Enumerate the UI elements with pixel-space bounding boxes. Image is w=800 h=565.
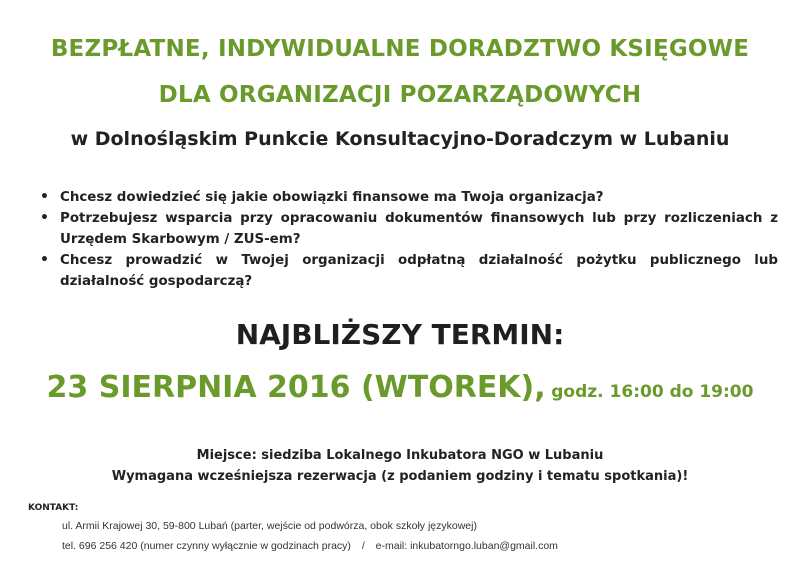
contact-label: KONTAKT: (28, 503, 79, 513)
place-info (0, 445, 800, 487)
reservation-line: Wymagana wcześniejsza rezerwacja (z podaniem godziny i tematu spotkania)! (111, 469, 689, 484)
contact-phone-email-line (62, 536, 558, 556)
title-line-1: BEZPŁATNE, INDYWIDUALNE DORADZTWO KSIĘGOWE (50, 36, 750, 62)
subtitle: w Dolnośląskim Punkcie Konsultacyjno-Doradczym w Lubaniu (70, 128, 730, 150)
contact-details (62, 516, 558, 556)
question-item: • Potrzebujesz wsparcia przy opracowaniu dokumentów finansowych lub przy rozliczeniach z Urzędem Skarbowym / ZUS-em? (36, 208, 778, 250)
question-list (36, 187, 778, 292)
title-line-2: DLA ORGANIZACJI POZARZĄDOWYCH (158, 82, 642, 108)
contact-phone: tel. 696 256 420 (numer czynny wyłącznie w godzinach pracy) (62, 540, 351, 552)
event-date: 23 SIERPNIA 2016 (WTOREK), (46, 370, 546, 405)
contact-separator: / (361, 540, 365, 552)
date-line (0, 370, 800, 405)
contact-address: ul. Armii Krajowej 30, 59-800 Lubań (parter, wejście od podwórza, obok szkoły językowej) (62, 520, 477, 532)
next-date-heading: NAJBLIŻSZY TERMIN: (235, 318, 565, 351)
question-item: • Chcesz dowiedzieć się jakie obowiązki finansowe ma Twoja organizacja? (36, 187, 778, 208)
place-line: Miejsce: siedziba Lokalnego Inkubatora NGO w Lubaniu (196, 448, 604, 463)
contact-email[interactable]: e-mail: inkubatorngo.luban@gmail.com (375, 540, 558, 552)
event-time: godz. 16:00 do 19:00 (551, 382, 754, 402)
question-item: • Chcesz prowadzić w Twojej organizacji odpłatną działalność pożytku publicznego lub działalność gospodarczą? (36, 250, 778, 292)
